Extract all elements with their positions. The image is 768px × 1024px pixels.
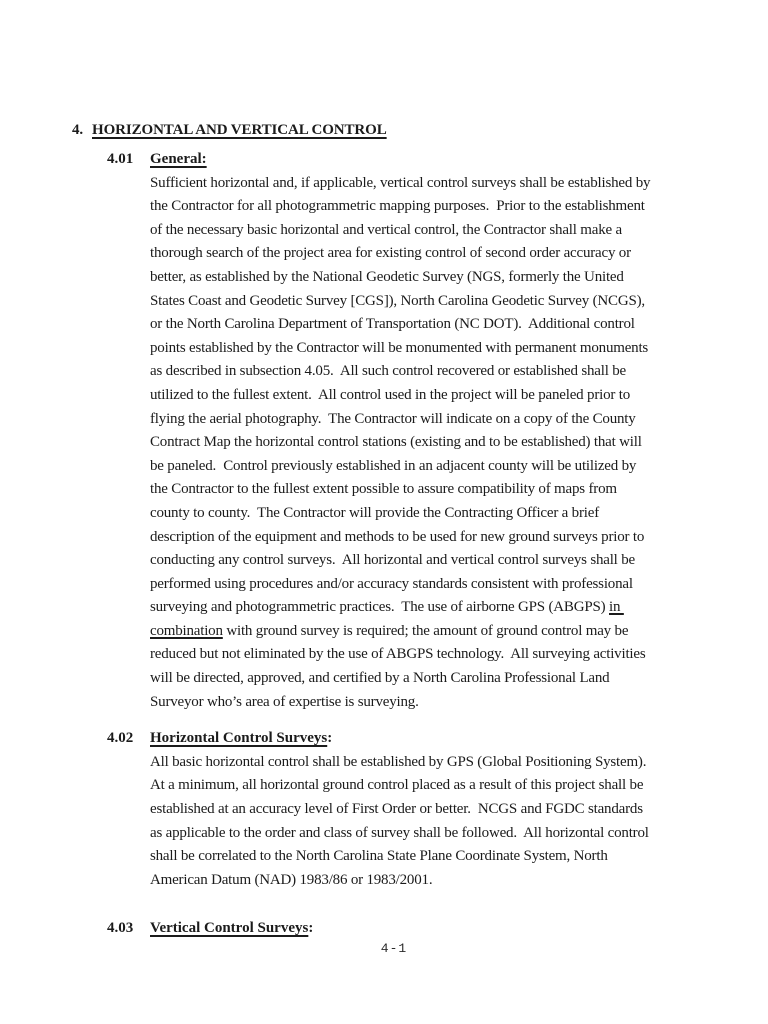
section-paragraph	[150, 751, 712, 893]
text-segment: of the necessary basic horizontal and vertical control, the Contractor shall make a	[150, 221, 622, 238]
section-paragraph	[150, 172, 712, 715]
text-segment: At a minimum, all horizontal ground control placed as a result of this project shall be	[150, 777, 644, 794]
text-segment: with ground survey is required; the amount of ground control may be	[222, 622, 629, 639]
text-segment: American Datum (NAD) 1983/86 or 1983/2001.	[150, 871, 433, 888]
section-header	[72, 148, 712, 172]
paragraph-line	[150, 172, 712, 196]
paragraph-line	[150, 845, 712, 869]
text-segment: conducting any control surveys. All horizontal and vertical control surveys shall be	[150, 552, 635, 569]
paragraph-line	[150, 691, 712, 715]
text-segment: Contract Map the horizontal control stations (existing and to be established) that will	[150, 434, 642, 451]
section-number: 4.01	[107, 151, 134, 167]
section-header	[72, 917, 712, 941]
paragraph-line	[150, 455, 712, 479]
text-segment: States Coast and Geodetic Survey [CGS]), North Carolina Geodetic Survey (NCGS),	[150, 292, 645, 309]
paragraph-line	[150, 667, 712, 691]
section-vertical-control-surveys	[72, 917, 712, 941]
document-content	[72, 121, 712, 941]
paragraph-line	[150, 360, 712, 384]
section-title: General:	[150, 151, 207, 167]
paragraph-line	[150, 266, 712, 290]
text-segment: Sufficient horizontal and, if applicable, vertical control surveys shall be established by	[150, 174, 651, 191]
paragraph-line	[150, 431, 712, 455]
section-title: Horizontal Control Surveys	[150, 730, 328, 747]
section-number: 4.03	[107, 920, 134, 937]
paragraph-line	[150, 751, 712, 775]
text-segment: as described in subsection 4.05. All such control recovered or established shall be	[150, 363, 626, 380]
section-header	[72, 727, 712, 751]
section-title-suffix: :	[308, 920, 314, 937]
text-segment: surveying and photogrammetric practices. The use of airborne GPS (ABGPS)	[150, 599, 609, 616]
section-general	[72, 148, 712, 714]
text-segment: established at an accuracy level of First Order or better. NCGS and FGDC standards	[150, 801, 643, 818]
page-number: 4-1	[380, 941, 408, 956]
heading-title: HORIZONTAL AND VERTICAL CONTROL	[92, 122, 387, 138]
text-segment: will be directed, approved, and certified by a North Carolina Professional Land	[150, 670, 610, 687]
text-segment: flying the aerial photography. The Contractor will indicate on a copy of the County	[150, 410, 636, 427]
paragraph-line	[150, 869, 712, 893]
text-segment: shall be correlated to the North Carolina State Plane Coordinate System, North	[150, 848, 608, 865]
paragraph-line	[150, 290, 712, 314]
text-segment: county to county. The Contractor will provide the Contracting Officer a brief	[150, 504, 599, 521]
section-title-suffix: :	[327, 730, 333, 747]
paragraph-line	[150, 643, 712, 667]
paragraph-line	[150, 313, 712, 337]
paragraph-line	[150, 526, 712, 550]
paragraph-line	[150, 798, 712, 822]
paragraph-line	[150, 242, 712, 266]
paragraph-line	[150, 596, 712, 620]
paragraph-line	[150, 502, 712, 526]
text-segment: points established by the Contractor will be monumented with permanent monuments	[150, 339, 649, 356]
section-horizontal-control-surveys	[72, 727, 712, 892]
text-segment: be paneled. Control previously established in an adjacent county will be utilized by	[150, 457, 637, 474]
text-segment: or the North Carolina Department of Transportation (NC DOT). Additional control	[150, 316, 635, 333]
document-heading	[72, 121, 712, 139]
paragraph-line	[150, 384, 712, 408]
paragraph-line	[150, 573, 712, 597]
text-segment: better, as established by the National Geodetic Survey (NGS, formerly the United	[150, 268, 624, 285]
paragraph-line	[150, 620, 712, 644]
underlined-text: combination	[150, 622, 223, 639]
paragraph-line	[150, 822, 712, 846]
text-segment: performed using procedures and/or accuracy standards consistent with professional	[150, 575, 633, 592]
text-segment: reduced but not eliminated by the use of ABGPS technology. All surveying activities	[150, 646, 646, 663]
heading-number: 4.	[72, 122, 84, 138]
paragraph-line	[150, 774, 712, 798]
paragraph-line	[150, 337, 712, 361]
text-segment: the Contractor to the fullest extent possible to assure compatibility of maps from	[150, 481, 617, 498]
paragraph-line	[150, 549, 712, 573]
text-segment: thorough search of the project area for existing control of second order accuracy or	[150, 245, 631, 262]
paragraph-line	[150, 195, 712, 219]
text-segment: description of the equipment and methods to be used for new ground surveys prior to	[150, 528, 645, 545]
text-segment: the Contractor for all photogrammetric mapping purposes. Prior to the establishment	[150, 198, 645, 215]
paragraph-line	[150, 219, 712, 243]
paragraph-line	[150, 408, 712, 432]
text-segment: All basic horizontal control shall be established by GPS (Global Positioning System).	[150, 753, 647, 770]
underlined-text: in	[609, 599, 624, 616]
text-segment: as applicable to the order and class of survey shall be followed. All horizontal control	[150, 824, 649, 841]
section-title: Vertical Control Surveys	[150, 920, 309, 937]
text-segment: utilized to the fullest extent. All control used in the project will be paneled prior to	[150, 386, 630, 403]
section-number: 4.02	[107, 730, 134, 747]
text-segment: Surveyor who’s area of expertise is surveying.	[150, 693, 419, 710]
paragraph-line	[150, 478, 712, 502]
